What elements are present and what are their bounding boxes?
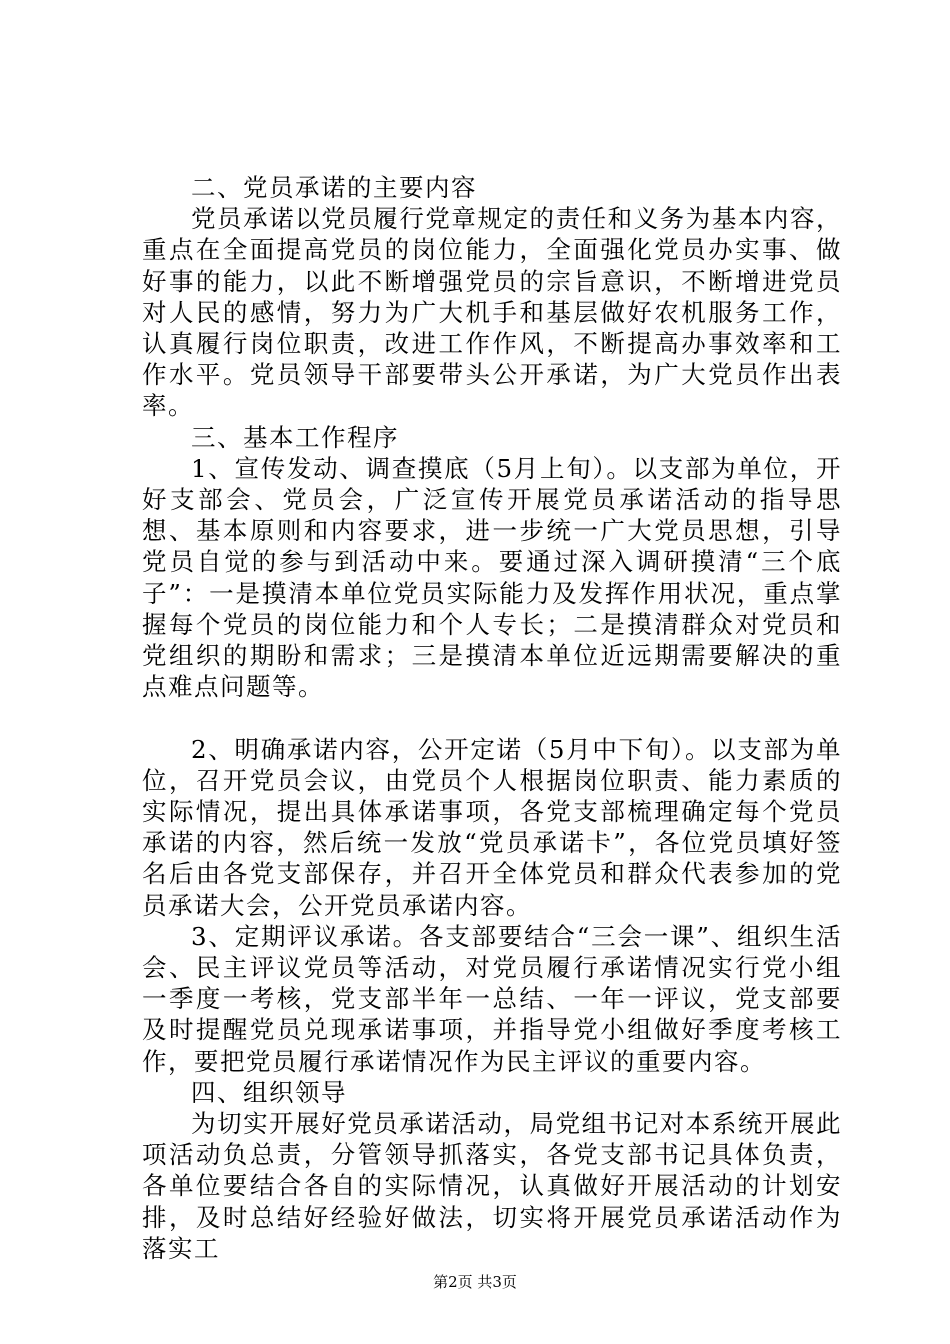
paragraph-step-1: 1、宣传发动、调查摸底（5月上旬）。以支部为单位，开好支部会、党员会，广泛宣传开展党员承诺活动的指导思想、基本原则和内容要求，进一步统一广大党员思想，引导党员自觉的参与到活动中来。要通过深入调研摸清“三个底子”：一是摸清本单位党员实际能力及发挥作用状况，重点掌握每个党员的岗位能力和个人专长；二是摸清群众对党员和党组织的期盼和需求；三是摸清本单位近远期需要解决的重点难点问题等。 (142, 453, 842, 702)
paragraph-step-3: 3、定期评议承诺。各支部要结合“三会一课”、组织生活会、民主评议党员等活动，对党员履行承诺情况实行党小组一季度一考核，党支部半年一总结、一年一评议，党支部要及时提醒党员兑现承诺事项，并指导党小组做好季度考核工作，要把党员履行承诺情况作为民主评议的重要内容。 (142, 921, 842, 1076)
paragraph-step-2: 2、明确承诺内容，公开定诺（5月中下旬）。以支部为单位，召开党员会议，由党员个人根据岗位职责、能力素质的实际情况，提出具体承诺事项，各党支部梳理确定每个党员承诺的内容，然后统一发放“党员承诺卡”，各位党员填好签名后由各党支部保存，并召开全体党员和群众代表参加的党员承诺大会，公开党员承诺内容。 (142, 734, 842, 920)
page-footer: 第2页 共3页 (433, 1273, 517, 1291)
paragraph-leadership: 为切实开展好党员承诺活动，局党组书记对本系统开展此项活动负总责，分管领导抓落实，各党支部书记具体负责，各单位要结合各自的实际情况，认真做好开展活动的计划安排，及时总结好经验好做法，切实将开展党员承诺活动作为落实工 (142, 1109, 842, 1263)
section-heading-content: 二、党员承诺的主要内容 (191, 173, 477, 202)
section-heading-procedure: 三、基本工作程序 (191, 422, 399, 452)
paragraph-content: 党员承诺以党员履行党章规定的责任和义务为基本内容，重点在全面提高党员的岗位能力，全面强化党员办实事、做好事的能力，以此不断增强党员的宗旨意识，不断增进党员对人民的感情，努力为广大机手和基层做好农机服务工作，认真履行岗位职责，改进工作作风，不断提高办事效率和工作水平。党员领导干部要带头公开承诺，为广大党员作出表率。 (142, 204, 842, 421)
document-body (142, 172, 842, 1264)
section-heading-leadership: 四、组织领导 (191, 1077, 347, 1107)
